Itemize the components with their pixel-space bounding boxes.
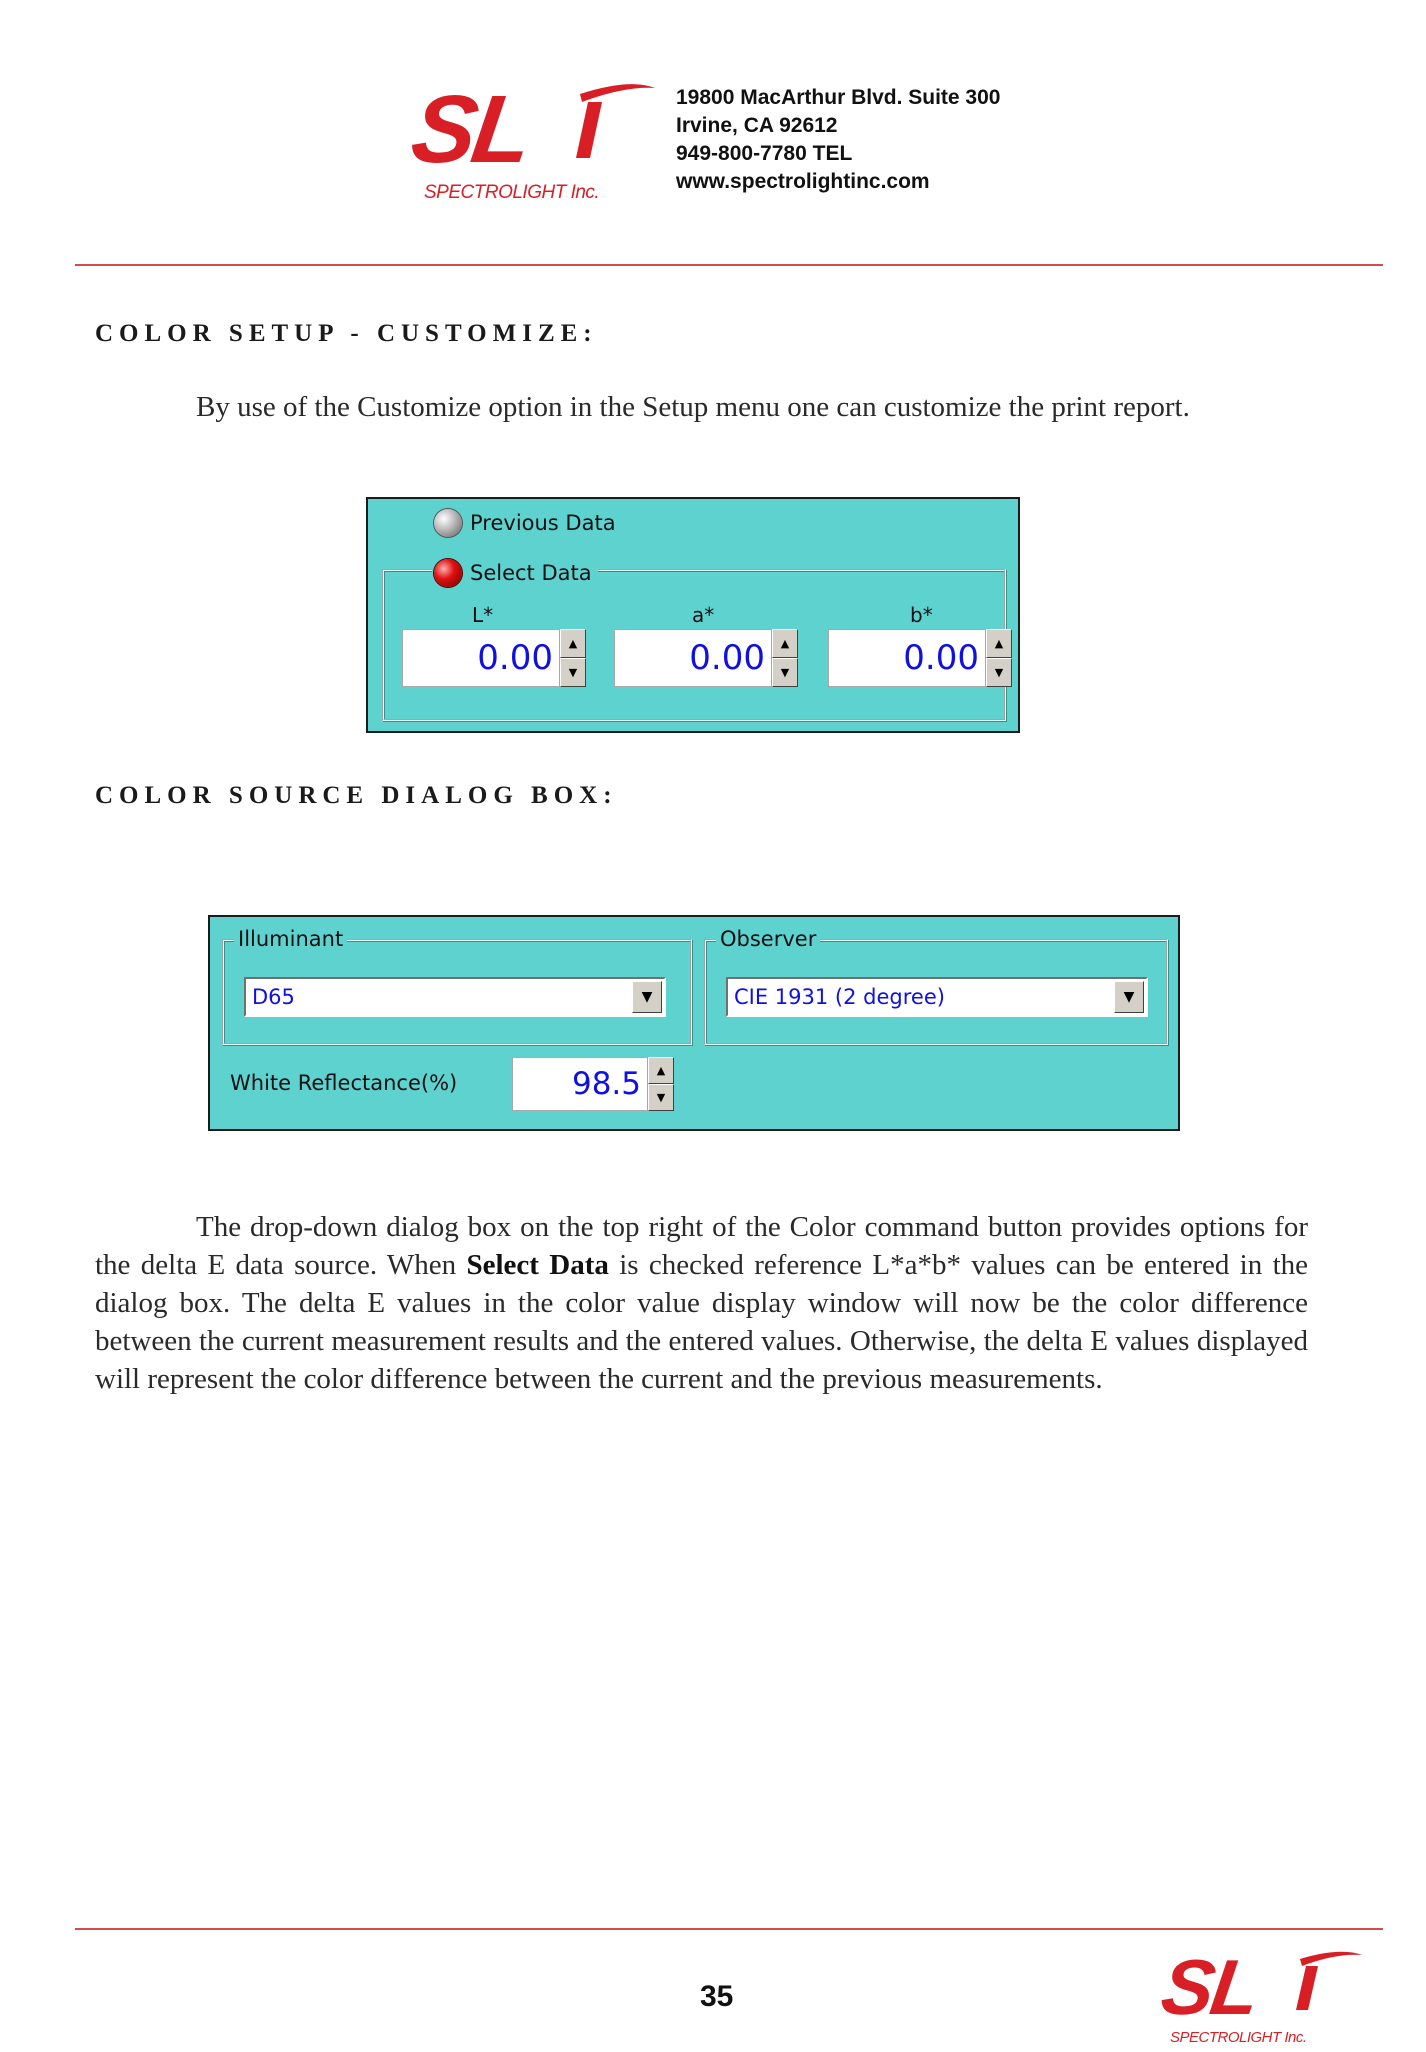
page-number: 35 — [700, 1980, 734, 2013]
paragraph-text: is checked reference L*a*b* values can be entered in the dialog box. The delta E values in the color value display window will now be the color difference between the current measurement results and the entered values. Otherwise, the delta E values displayed will represent the color difference between the current and the previous measurements. — [95, 1249, 1309, 1395]
l-star-label: L* — [472, 603, 494, 627]
previous-data-radio[interactable] — [434, 509, 616, 537]
l-star-spinbox[interactable] — [402, 629, 586, 687]
paragraph-delta-e-source — [95, 1208, 1308, 1398]
paragraph-customize: By use of the Customize option in the Setup menu one can customize the print report. — [196, 391, 1190, 423]
radio-selected-icon — [434, 559, 462, 587]
sli-logo-footer — [1156, 1943, 1368, 2048]
select-data-emphasis: Select Data — [466, 1249, 609, 1281]
section-heading-color-setup: COLOR SETUP - CUSTOMIZE: — [95, 320, 598, 347]
address-line: www.spectrolightinc.com — [676, 170, 930, 193]
illuminant-label: Illuminant — [234, 927, 347, 951]
l-star-value[interactable]: 0.00 — [402, 629, 560, 687]
paragraph-text: The drop-down dialog box on the top right of the Color command button provides options for the delta E data source. When — [95, 1211, 1308, 1281]
chevron-down-icon[interactable]: ▼ — [632, 981, 662, 1013]
lab-reference-dialog — [366, 497, 1020, 733]
illuminant-value: D65 — [252, 985, 295, 1009]
chevron-down-icon[interactable]: ▼ — [1114, 981, 1144, 1013]
spin-up-icon[interactable]: ▲ — [772, 629, 798, 658]
svg-text:SL: SL — [405, 76, 536, 183]
address-line: 949-800-7780 TEL — [676, 142, 853, 165]
radio-unselected-icon — [434, 509, 462, 537]
b-star-spinbox[interactable] — [828, 629, 1012, 687]
select-data-label: Select Data — [470, 561, 592, 585]
b-star-label: b* — [910, 603, 933, 627]
spin-up-icon[interactable]: ▲ — [560, 629, 586, 658]
section-heading-color-source: COLOR SOURCE DIALOG BOX: — [95, 782, 618, 809]
a-star-label: a* — [692, 603, 715, 627]
address-line: Irvine, CA 92612 — [676, 114, 838, 137]
spin-down-icon[interactable]: ▼ — [986, 658, 1012, 687]
spin-down-icon[interactable]: ▼ — [560, 658, 586, 687]
sli-logo — [405, 76, 660, 210]
a-star-value[interactable]: 0.00 — [614, 629, 772, 687]
footer-divider — [75, 1928, 1383, 1930]
a-star-spinbox[interactable] — [614, 629, 798, 687]
color-source-dialog — [208, 915, 1180, 1131]
white-reflectance-value[interactable]: 98.5 — [512, 1057, 648, 1111]
select-data-radio[interactable] — [432, 559, 598, 587]
observer-label: Observer — [716, 927, 820, 951]
svg-text:SPECTROLIGHT Inc.: SPECTROLIGHT Inc. — [1170, 2029, 1307, 2046]
observer-value: CIE 1931 (2 degree) — [734, 985, 945, 1009]
observer-dropdown[interactable] — [726, 977, 1148, 1017]
white-reflectance-label: White Reflectance(%) — [230, 1071, 458, 1095]
svg-text:SL: SL — [1156, 1943, 1263, 2031]
spin-down-icon[interactable]: ▼ — [648, 1084, 674, 1111]
illuminant-dropdown[interactable] — [244, 977, 666, 1017]
previous-data-label: Previous Data — [470, 511, 616, 535]
company-address — [676, 84, 1000, 196]
svg-text:SPECTROLIGHT Inc.: SPECTROLIGHT Inc. — [424, 182, 600, 203]
spin-down-icon[interactable]: ▼ — [772, 658, 798, 687]
address-line: 19800 MacArthur Blvd. Suite 300 — [676, 86, 1001, 109]
header-divider — [75, 264, 1383, 266]
spin-up-icon[interactable]: ▲ — [648, 1057, 674, 1084]
white-reflectance-spinbox[interactable] — [512, 1057, 674, 1111]
spin-up-icon[interactable]: ▲ — [986, 629, 1012, 658]
b-star-value[interactable]: 0.00 — [828, 629, 986, 687]
